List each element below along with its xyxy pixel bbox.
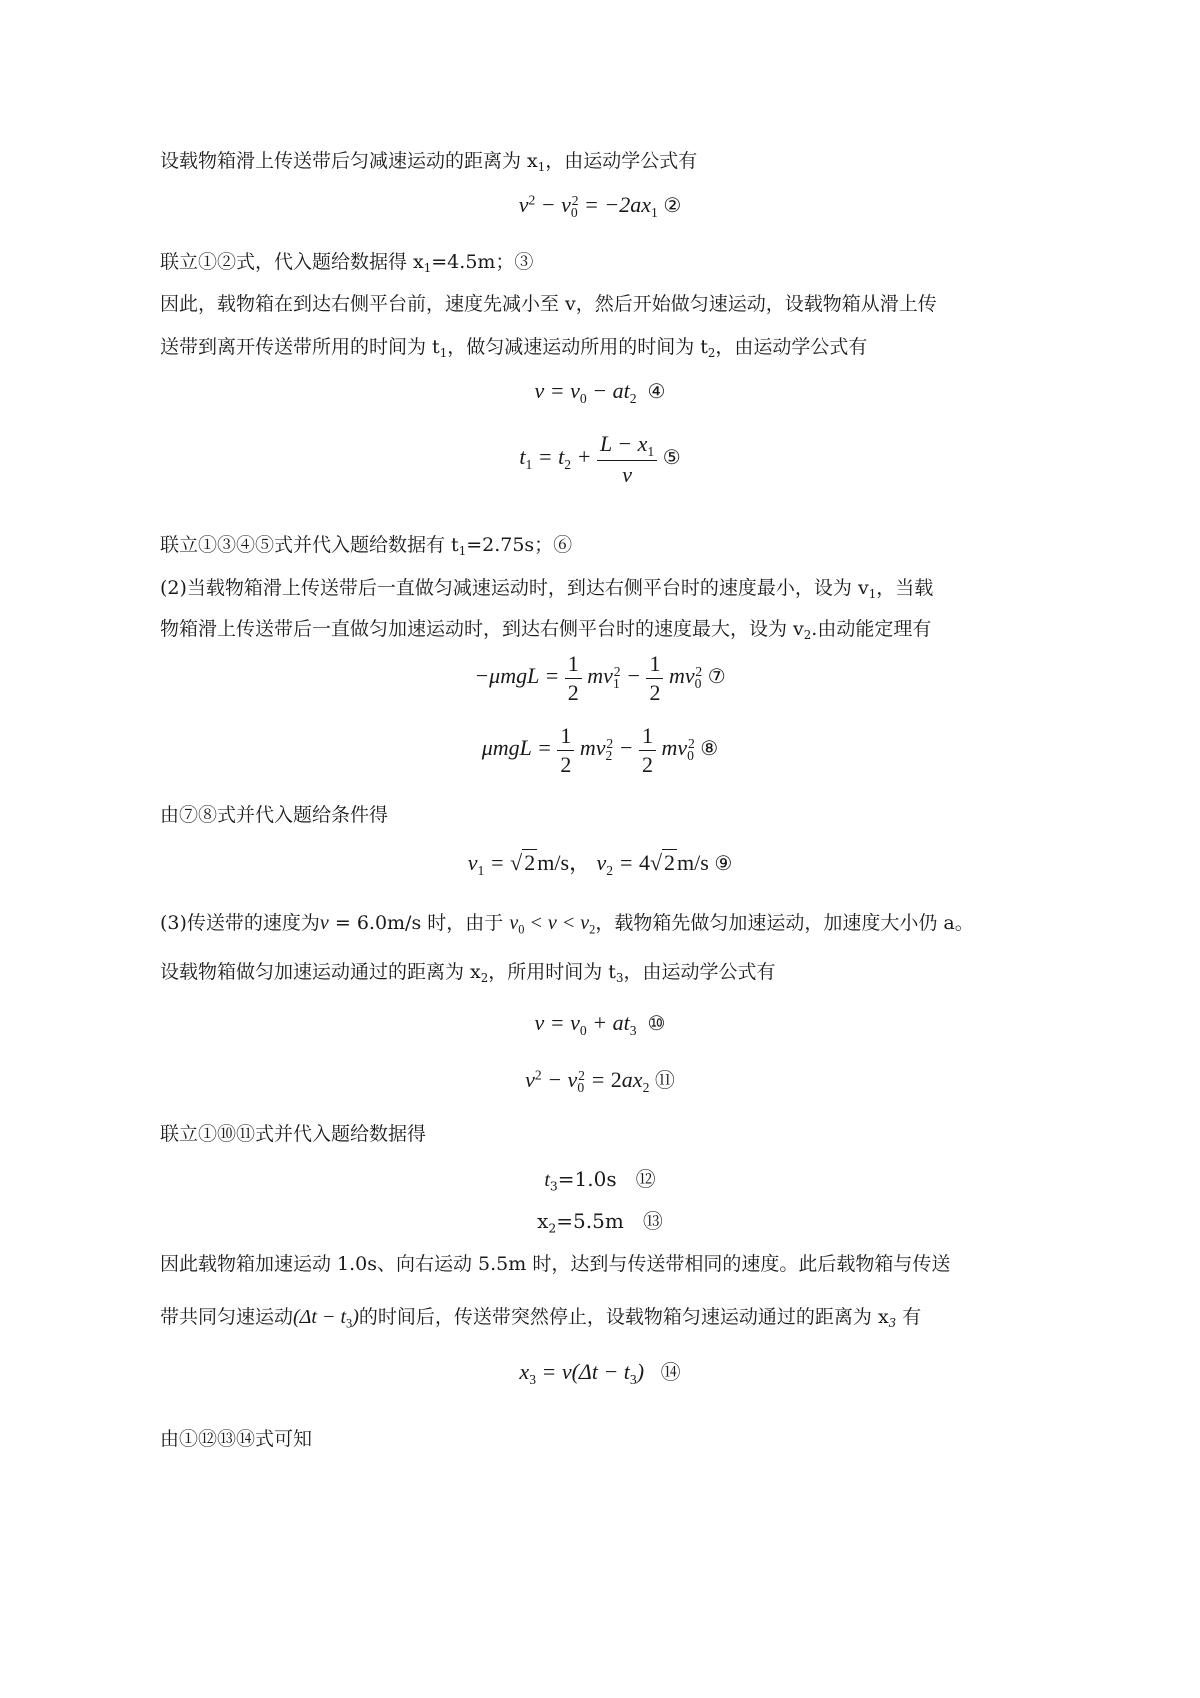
equation-tag: ⑩ bbox=[647, 1011, 666, 1035]
equation-tag: ⑪ bbox=[654, 1068, 675, 1092]
paragraph-part2-line1 bbox=[160, 573, 933, 601]
paragraph-therefore-line1 bbox=[160, 289, 937, 316]
text-run: 联立①⑩⑪式并代入题给数据得 bbox=[160, 1123, 427, 1145]
text-run: 由⑦⑧式并代入题给条件得 bbox=[160, 804, 389, 826]
paragraph-from-12-13-14 bbox=[160, 1424, 312, 1451]
text-run: 时，由于 bbox=[427, 912, 504, 934]
equation-tag: ⑧ bbox=[700, 736, 719, 761]
text-run: .由动能定理有 bbox=[811, 618, 932, 640]
paragraph-distance-x1 bbox=[160, 146, 697, 174]
text-run: 的时间后，传送带突然停止，设载物箱匀速运动通过的距离为 x bbox=[358, 1306, 889, 1328]
equation-11: $v^2 - v_0^2 = 2ax_2$ ⑪ bbox=[525, 1067, 675, 1095]
text-run: =4.5m；③ bbox=[431, 251, 534, 273]
fraction: $\frac{1}{2}$ bbox=[565, 650, 582, 706]
equation-2: $v^2 - v_0^2 = -2ax_1$ ② bbox=[518, 192, 682, 220]
text-run: 送带到离开传送带所用的时间为 t bbox=[160, 336, 440, 358]
text-run: ，做匀减速运动所用的时间为 t bbox=[447, 336, 708, 358]
sqrt: √2 bbox=[510, 850, 536, 875]
equation-tag: ② bbox=[663, 193, 682, 217]
value: 6.0m/s bbox=[356, 912, 422, 934]
equation-12: $t_3=1.0s$ ⑫ bbox=[544, 1167, 656, 1194]
text-run: ，由运动学公式有 bbox=[623, 961, 776, 983]
subscript: 1 bbox=[868, 587, 877, 602]
text-run: ，由运动学公式有 bbox=[545, 150, 698, 172]
equation-5: $t_1 = t_2$ + $\frac{L - x_1}{v}$ ⑤ bbox=[519, 431, 681, 487]
paragraph-part2-line2 bbox=[160, 614, 931, 642]
text-run: ，由运动学公式有 bbox=[715, 336, 868, 358]
text-run: ，所用时间为 t bbox=[488, 961, 616, 983]
text-run: =2.75s；⑥ bbox=[466, 534, 573, 556]
text-run: 有 bbox=[896, 1306, 922, 1328]
equation-tag: ⑫ bbox=[635, 1167, 656, 1191]
sqrt: √2 bbox=[649, 850, 676, 875]
equation-tag: ⑤ bbox=[662, 445, 681, 470]
equation-tag: ⑭ bbox=[660, 1360, 681, 1384]
fraction: $\frac{1}{2}$ bbox=[557, 722, 574, 778]
paragraph-therefore-line2 bbox=[160, 332, 867, 360]
paragraph-part3-line1: (3)传送带的速度为v = 6.0m/s 时，由于 $v_0 < v < v_2$，载物箱先做匀加速运动，加速度大小仍 a。 bbox=[160, 912, 974, 937]
text-run: 由①⑫⑬⑭式可知 bbox=[160, 1428, 313, 1450]
equation-tag: ⑨ bbox=[714, 851, 733, 875]
subscript: 2 bbox=[707, 346, 716, 361]
text-run: 物箱滑上传送带后一直做匀加速运动时，到达右侧平台时的速度最大，设为 v bbox=[160, 618, 804, 640]
equation-9: $v_1 = √2m/s$， $v_2 = 4√2m/s$ ⑨ bbox=[467, 850, 733, 878]
equation-7: −μmgL = $\frac{1}{2}$ $mv_1^2$ − $\frac{1}{2}$ $mv_0^2$ ⑦ bbox=[474, 651, 726, 705]
subscript: 2 bbox=[803, 628, 812, 643]
text-run: (2)当载物箱滑上传送带后一直做匀减速运动时，到达右侧平台时的速度最小，设为 v bbox=[160, 577, 869, 599]
equation-4: $v = v_0 - at_2$ ④ bbox=[534, 378, 666, 406]
text-run: 带共同匀速运动 bbox=[160, 1306, 294, 1328]
text-run: 设载物箱滑上传送带后匀减速运动的距离为 x bbox=[160, 150, 538, 172]
unit: m/s bbox=[537, 850, 570, 875]
text-run: 联立①②式，代入题给数据得 x bbox=[160, 251, 424, 273]
subscript: 1 bbox=[439, 346, 448, 361]
value: =1.0s bbox=[557, 1167, 617, 1191]
paragraph-result-t1 bbox=[160, 530, 572, 558]
paragraph-accelerate-line1 bbox=[160, 1249, 950, 1276]
text-run: (3)传送带的速度为 bbox=[160, 912, 320, 934]
equation-tag: ④ bbox=[647, 379, 666, 403]
paragraph-combine-10-11 bbox=[160, 1119, 426, 1146]
paragraph-from-7-8 bbox=[160, 800, 388, 827]
paragraph-accelerate-line2: 带共同匀速运动$(\Delta t - t_3)$的时间后，传送带突然停止，设载物箱匀速运动通过的距离为 $x_3$ 有 bbox=[160, 1306, 922, 1331]
equation-tag: ⑬ bbox=[642, 1209, 663, 1233]
subscript: 2 bbox=[480, 971, 489, 986]
equation-14: $x_3 = v(\Delta t - t_3)$ ⑭ bbox=[519, 1359, 681, 1387]
paragraph-part3-line2 bbox=[160, 957, 775, 985]
subscript: 1 bbox=[537, 160, 546, 175]
fraction: $\frac{L - x_1}{v}$ bbox=[597, 430, 657, 488]
text-run: ，载物箱先做匀加速运动，加速度大小仍 a。 bbox=[595, 912, 974, 934]
equation-8: μmgL = $\frac{1}{2}$ $mv_2^2$ − $\frac{1}{2}$ $mv_0^2$ ⑧ bbox=[481, 723, 719, 777]
fraction: $\frac{1}{2}$ bbox=[639, 722, 656, 778]
paragraph-result-x1 bbox=[160, 247, 533, 275]
text-run: ，当载 bbox=[876, 577, 934, 599]
subscript: 3 bbox=[615, 971, 624, 986]
value: =5.5m bbox=[556, 1209, 624, 1233]
subscript: 1 bbox=[458, 544, 467, 559]
subscript: 3 bbox=[888, 1316, 897, 1331]
equation-10: $v = v_0 + at_3$ ⑩ bbox=[534, 1010, 666, 1038]
unit: m/s bbox=[677, 850, 709, 875]
equation-tag: ⑦ bbox=[707, 664, 726, 689]
fraction: $\frac{1}{2}$ bbox=[646, 650, 663, 706]
text-run: 因此，载物箱在到达右侧平台前，速度先减小至 v，然后开始做匀速运动，设载物箱从滑上传 bbox=[160, 293, 937, 315]
equation-13: $x_2=5.5m$ ⑬ bbox=[537, 1209, 663, 1236]
text-run: 因此载物箱加速运动 1.0s、向右运动 5.5m 时，达到与传送带相同的速度。此后载物箱与传送 bbox=[160, 1253, 951, 1275]
text-run: 设载物箱做匀加速运动通过的距离为 x bbox=[160, 961, 481, 983]
subscript: 1 bbox=[423, 261, 432, 276]
text-run: 联立①③④⑤式并代入题给数据有 t bbox=[160, 534, 459, 556]
